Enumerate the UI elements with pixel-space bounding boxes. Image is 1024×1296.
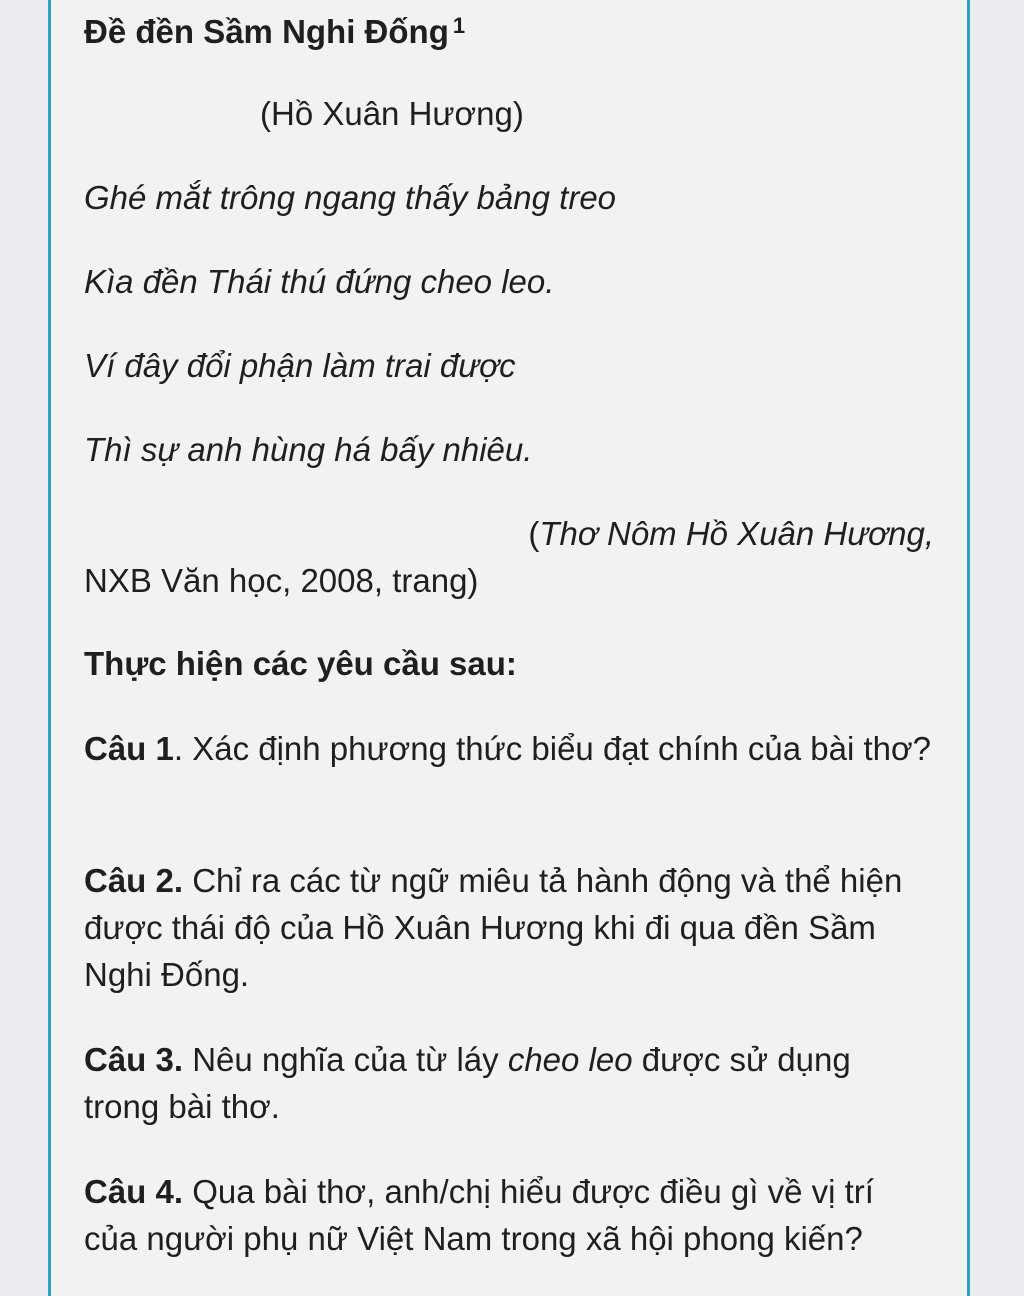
source-rest: NXB Văn học, 2008, trang) <box>84 562 479 599</box>
question-4-label: Câu 4. <box>84 1173 184 1210</box>
question-1 <box>84 725 934 772</box>
poem-line-4: Thì sự anh hùng há bấy nhiêu. <box>84 431 533 468</box>
poem-source <box>84 510 934 604</box>
question-3-text-after: được sử dụng trong bài thơ. <box>84 1041 851 1125</box>
poem-title-text: Đề đền Sầm Nghi Đống <box>84 13 449 50</box>
question-2 <box>84 857 934 998</box>
question-2-text: Chỉ ra các từ ngữ miêu tả hành động và thể hiện được thái độ của Hồ Xuân Hương khi đi qua đền Sầm Nghi Đống. <box>84 862 903 993</box>
question-2-label: Câu 2. <box>84 862 184 899</box>
source-italic-line <box>84 510 934 557</box>
requirements-heading: Thực hiện các yêu cầu sau: <box>84 645 517 682</box>
poem-line-2: Kìa đền Thái thú đứng cheo leo. <box>84 263 555 300</box>
question-4-text: Qua bài thơ, anh/chị hiểu được điều gì về vị trí của người phụ nữ Việt Nam trong xã hội phong kiến? <box>84 1173 874 1257</box>
question-3-text-before: Nêu nghĩa của từ láy <box>183 1041 508 1078</box>
poem-title <box>84 10 465 54</box>
footnote-mark[interactable]: 1 <box>452 13 466 38</box>
question-3-italic-word: cheo leo <box>507 1041 633 1078</box>
poem-author: (Hồ Xuân Hương) <box>260 95 524 132</box>
question-1-text: . Xác định phương thức biểu đạt chính của bài thơ? <box>173 730 931 767</box>
source-italic-text: Thơ Nôm Hồ Xuân Hương, <box>539 515 934 552</box>
question-1-label: Câu 1 <box>84 730 174 767</box>
question-3 <box>84 1036 934 1130</box>
question-4 <box>84 1168 934 1262</box>
poem-line-1: Ghé mắt trông ngang thấy bảng treo <box>84 179 617 216</box>
source-open-paren: ( <box>528 515 540 552</box>
question-3-label: Câu 3. <box>84 1041 184 1078</box>
poem-line-3: Ví đây đổi phận làm trai được <box>84 347 516 384</box>
